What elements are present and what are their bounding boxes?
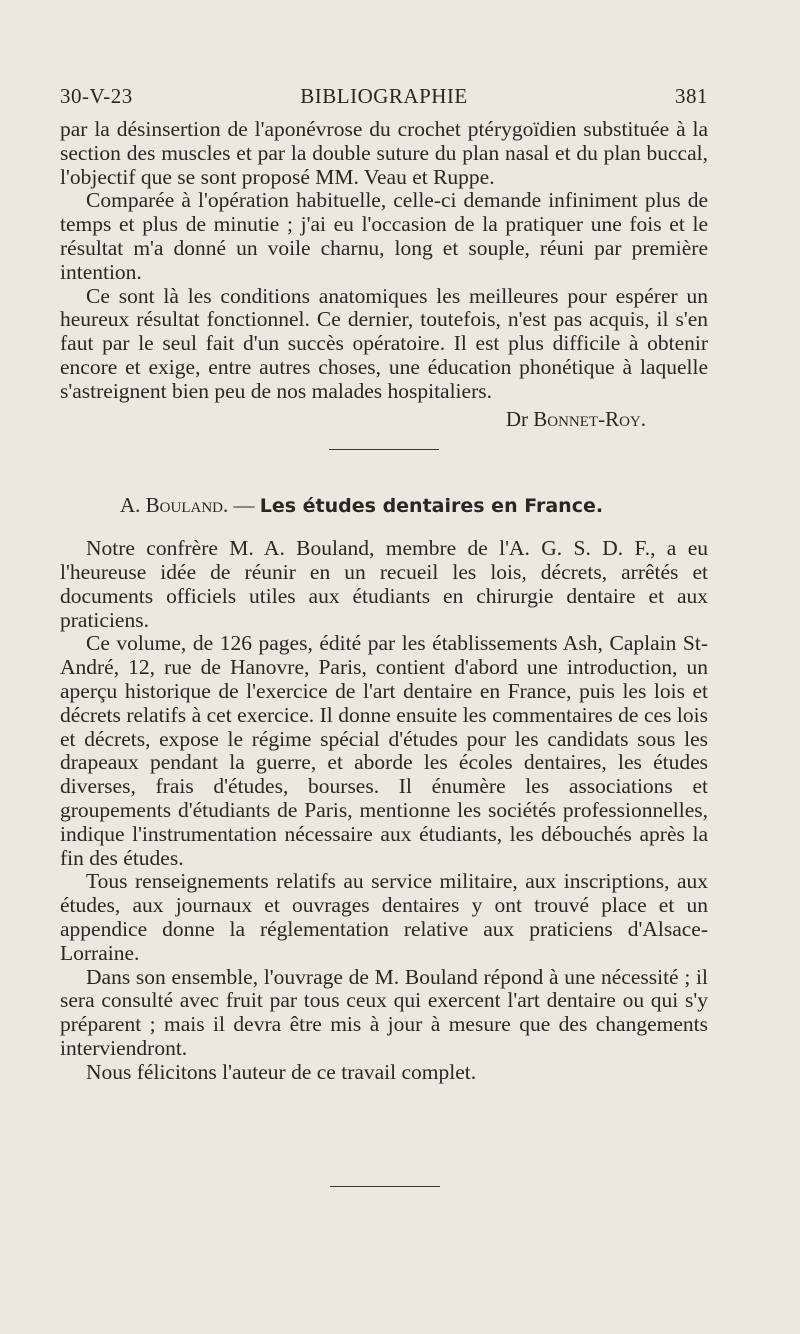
review2-title: Les études dentaires en France.	[259, 495, 604, 518]
review2-dash: —	[228, 493, 260, 518]
header-section-title: BIBLIOGRAPHIE	[300, 84, 468, 108]
signature-name: Bonnet-Roy.	[533, 406, 646, 431]
end-divider	[330, 1186, 440, 1187]
review1-signature	[60, 408, 646, 432]
signature-prefix: Dr	[505, 406, 528, 431]
running-header	[60, 84, 708, 114]
review1-paragraph-1: par la désinsertion de l'aponévrose du crochet ptérygoïdien substituée à la section des muscles et par la double suture du plan nasal et du plan buccal, l'objectif que se sont proposé MM. Veau et Ruppe.	[60, 117, 708, 189]
section-divider	[329, 449, 439, 450]
review2-heading	[60, 494, 708, 519]
page-body	[60, 118, 708, 1084]
review2-paragraph-5: Nous félicitons l'auteur de ce travail complet.	[86, 1059, 477, 1084]
page-number: 381	[675, 84, 708, 108]
review1-paragraph-3: Ce sont là les conditions anatomiques les meilleures pour espérer un heureux résultat fonctionnel. Ce dernier, toutefois, n'est pas acquis, il s'en faut par le seul fait d'un succès opératoire. Il est plus difficile à obtenir encore et exige, entre autres choses, une éducation phonétique à laquelle s'astreignent bien peu de nos malades hospitaliers.	[60, 283, 708, 403]
review2-author: A. Bouland.	[120, 493, 229, 518]
review1-paragraph-2: Comparée à l'opération habituelle, celle-ci demande infiniment plus de temps et plus de minutie ; j'ai eu l'occasion de la pratiquer une fois et le résultat m'a donné un voile charnu, long et souple, réuni par première intention.	[60, 188, 708, 284]
review2-paragraph-2: Ce volume, de 126 pages, édité par les établissements Ash, Caplain St-André, 12, rue de Hanovre, Paris, contient d'abord une introduction, un aperçu historique de l'exercice de l'art dentaire en France, puis les lois et décrets relatifs à cet exercice. Il donne ensuite les commentaires de ces lois et décrets, expose le régime spécial d'études pour les candidats sous les drapeaux pendant la guerre, et aborde les écoles dentaires, les études diverses, frais d'études, bourses. Il énumère les associations et groupements d'étudiants de Paris, mentionne les sociétés professionnelles, indique l'instrumentation nécessaire aux étudiants, les débouchés après la fin des études.	[60, 631, 708, 870]
review2-paragraph-3: Tous renseignements relatifs au service militaire, aux inscriptions, aux études, aux journaux et ouvrages dentaires y ont trouvé place et un appendice donne la réglementation relative aux praticiens d'Alsace-Lorraine.	[60, 869, 708, 965]
header-date: 30-V-23	[60, 84, 133, 108]
review2-paragraph-1: Notre confrère M. A. Bouland, membre de l'A. G. S. D. F., a eu l'heureuse idée de réunir en un recueil les lois, décrets, arrêtés et documents officiels utiles aux étudiants en chirurgie dentaire et aux praticiens.	[60, 536, 708, 632]
review2-paragraph-4: Dans son ensemble, l'ouvrage de M. Bouland répond à une nécessité ; il sera consulté avec fruit par tous ceux qui exercent l'art dentaire ou qui s'y préparent ; mais il devra être mis à jour à mesure que des changements interviendront.	[60, 964, 708, 1060]
